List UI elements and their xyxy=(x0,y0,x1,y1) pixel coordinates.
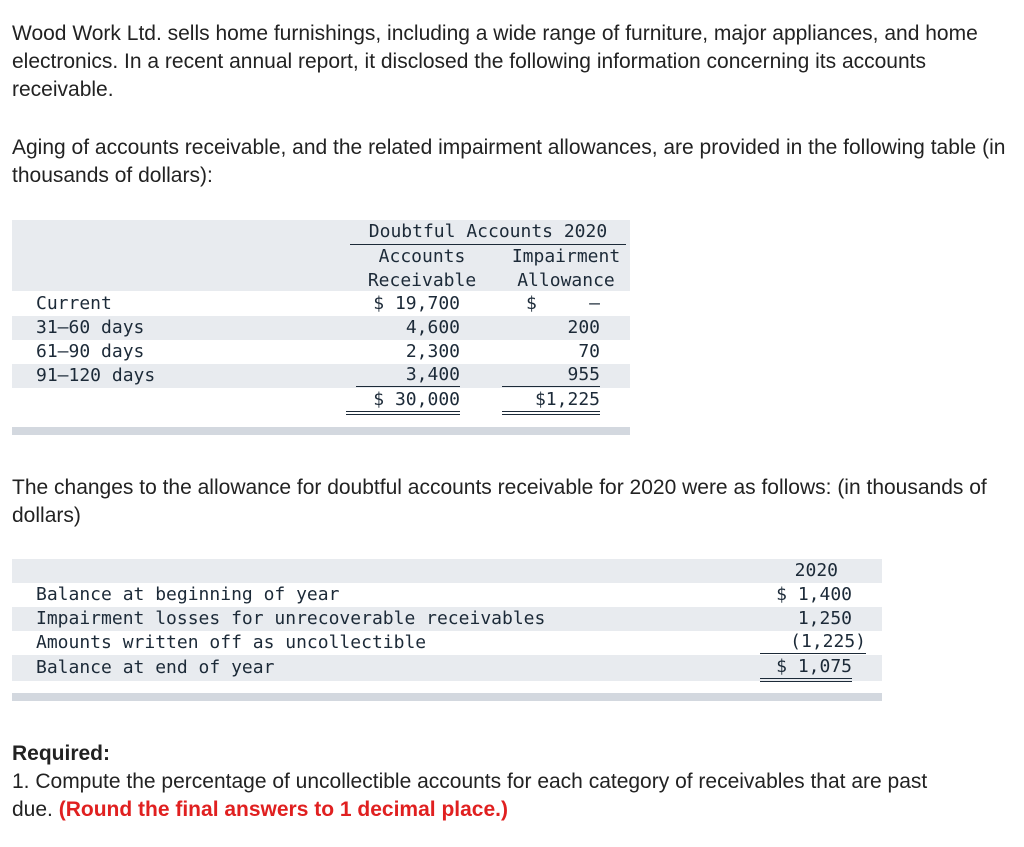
rounding-note: (Round the final answers to 1 decimal place.) xyxy=(58,798,508,821)
intro-paragraph: Wood Work Ltd. sells home furnishings, including a wide range of furniture, major appliances, and home electronics. In a recent annual report, it disclosed the following information concerning its accounts receivable. xyxy=(12,22,978,101)
changes-year-header: 2020 xyxy=(794,560,838,581)
aging-row-allowance-sign: $ xyxy=(526,293,537,314)
required-item-1-text: 1. Compute the percentage of uncollectible accounts for each category of receivables that are past due. xyxy=(12,770,928,821)
aging-row-label: 91–120 days xyxy=(36,365,156,386)
aging-bottom-bar xyxy=(12,427,630,435)
aging-total-allowance: $1,225 xyxy=(502,389,600,415)
changes-row-value: $ 1,075 xyxy=(760,656,852,682)
aging-intro-paragraph: Aging of accounts receivable, and the related impairment allowances, are provided in the following table (in thousands of dollars): xyxy=(12,136,1006,187)
aging-row-label: Current xyxy=(36,293,112,314)
aging-row-allowance: 955 xyxy=(502,364,600,387)
aging-row-label: 31–60 days xyxy=(36,317,145,338)
col-header-accounts: Accounts xyxy=(378,246,466,267)
aging-row-receivable: $ 19,700 xyxy=(373,293,460,314)
aging-row-receivable: 4,600 xyxy=(405,317,460,338)
changes-table xyxy=(12,559,882,705)
changes-header-stripe xyxy=(12,559,882,583)
aging-table xyxy=(12,220,630,436)
changes-bottom-bar xyxy=(12,693,882,701)
changes-row-label: Impairment losses for unrecoverable receivables xyxy=(36,608,546,629)
required-item-1 xyxy=(12,768,972,824)
col-header-allowance: Allowance xyxy=(517,270,615,291)
col-header-receivable: Receivable xyxy=(367,270,477,291)
changes-row-label: Balance at end of year xyxy=(36,657,275,678)
aging-row-allowance: – xyxy=(589,293,600,314)
aging-table-title: Doubtful Accounts 2020 xyxy=(350,220,626,245)
required-heading: Required: xyxy=(12,742,111,765)
changes-intro-paragraph: The changes to the allowance for doubtful accounts receivable for 2020 were as follows: (in thousands of dollars) xyxy=(12,476,987,527)
changes-row-label: Amounts written off as uncollectible xyxy=(36,632,427,653)
aging-row-receivable: 2,300 xyxy=(405,341,460,362)
aging-row-receivable: 3,400 xyxy=(356,364,460,387)
aging-row-label: 61–90 days xyxy=(36,341,145,362)
changes-row-value: 1,250 xyxy=(797,608,852,629)
aging-row-allowance: 200 xyxy=(567,317,600,338)
aging-row-allowance: 70 xyxy=(578,341,600,362)
changes-row-value: $ 1,400 xyxy=(776,584,852,605)
aging-total-receivable: $ 30,000 xyxy=(346,389,460,415)
col-header-impairment: Impairment xyxy=(511,246,621,267)
changes-row-label: Balance at beginning of year xyxy=(36,584,340,605)
changes-row-value: (1,225) xyxy=(760,631,866,654)
